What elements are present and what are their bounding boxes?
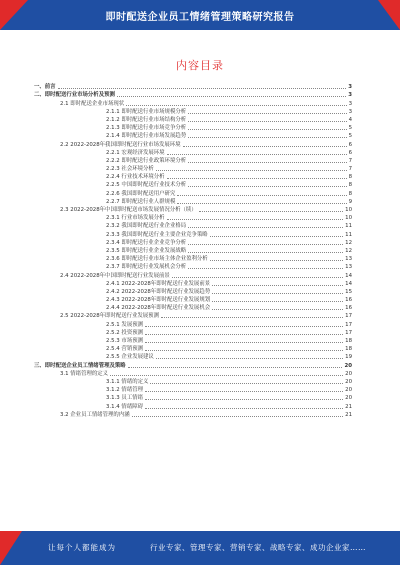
footer-red-corner [0,531,22,565]
toc-dot-leader [188,244,343,245]
toc-entry[interactable] [34,344,352,352]
toc-entry-title: 2.3.7 即时配送行业发展机会分析 [106,264,187,271]
toc-entry-title: 2.3.3 我国即时配送行业主要企业竞争策略 [106,231,208,238]
toc-entry-title: 3.1 情绪管理的定义 [60,370,109,377]
toc-entry-title: 2.2.6 我国即时配送用户研究 [106,190,176,197]
toc-dot-leader [188,186,346,187]
toc-entry-page: 5 [348,125,352,132]
toc-entry[interactable] [34,115,352,123]
toc-entry-page: 17 [345,329,352,336]
toc-entry[interactable] [34,319,352,327]
toc-dot-leader [110,375,343,376]
toc-entry-title: 2.4.1 2022-2028年即时配送行业发展前景 [106,280,211,287]
toc-entry-page: 16 [345,297,352,304]
toc-entry-page: 7 [348,157,352,164]
toc-entry[interactable] [34,295,352,303]
toc-entry-title: 2.1.4 即时配送行业市场发展趋势 [106,133,187,140]
toc-entry[interactable] [34,377,352,385]
toc-entry[interactable] [34,107,352,115]
toc-dot-leader [188,137,346,138]
toc-entry-page: 17 [345,313,352,320]
toc-entry-page: 19 [345,354,352,361]
toc-entry-page: 11 [345,231,352,238]
toc-entry-title: 3.1.4 情绪障碍 [106,403,143,410]
toc-entry[interactable] [34,131,352,139]
toc-entry-page: 13 [345,256,352,263]
toc-dot-leader [145,391,343,392]
toc-dot-leader [188,162,346,163]
toc-dot-leader [145,326,343,327]
toc-entry[interactable] [34,180,352,188]
toc-dot-leader [177,203,346,204]
toc-entry[interactable] [34,270,352,278]
toc-entry-page: 5 [348,133,352,140]
toc-entry[interactable] [34,352,352,360]
toc-dot-leader [145,334,343,335]
footer-slogan-right: 行业专家、管理专家、营销专家、战略专家、成功企业家…… [150,543,366,552]
toc-entry-page: 20 [345,370,352,377]
toc-entry[interactable] [34,336,352,344]
toc-entry-title: 3.1.2 情绪管理 [106,387,143,394]
toc-entry-page: 18 [345,346,352,353]
toc-entry[interactable] [34,410,352,418]
toc-entry-page: 3 [348,84,352,91]
toc-entry-title: 2.5.4 营销预测 [106,346,143,353]
toc-entry[interactable] [34,229,352,237]
toc-entry[interactable] [34,90,352,98]
toc-entry-page: 3 [348,100,352,107]
toc-dot-leader [156,170,347,171]
toc-entry[interactable] [34,156,352,164]
toc-entry-title: 二、即时配送行业市场分析及预测 [34,92,115,99]
toc-entry-title: 2.3.6 即时配送行业市场主体企业盈利分析 [106,256,208,263]
toc-entry-title: 2.3 2022-2028年中国即时配送市场发展情况分析（续） [60,207,197,213]
toc-entry[interactable] [34,401,352,409]
toc-dot-leader [188,227,343,228]
toc-entry[interactable] [34,197,352,205]
header-banner [0,0,400,30]
toc-entry-page: 12 [345,247,352,254]
toc-dot-leader [212,309,343,310]
toc-dot-leader [188,252,343,253]
toc-entry-title: 2.4.4 2022-2028年即时配送行业发展机会 [106,305,211,312]
toc-entry[interactable] [34,393,352,401]
toc-entry-page: 20 [345,378,352,385]
toc-entry[interactable] [34,262,352,270]
toc-entry-page: 18 [345,338,352,344]
toc-entry-title: 2.2.3 社会环境分析 [106,166,154,173]
toc-entry-page: 8 [348,182,352,189]
toc-dot-leader [161,317,343,318]
toc-entry-page: 6 [348,149,352,156]
toc-entry[interactable] [34,188,352,196]
toc-entry-page: 17 [345,321,352,328]
toc-entry-title: 2.3.2 我国即时配送行业企业格局 [106,223,187,230]
toc-entry[interactable] [34,172,352,180]
toc-dot-leader [210,236,343,237]
toc-dot-leader [132,416,344,417]
toc-dot-leader [212,293,343,294]
toc-heading: 内容目录 [176,59,224,72]
toc-entry-page: 3 [348,108,352,115]
toc-entry[interactable] [34,303,352,311]
toc-entry-title: 一、前言 [34,84,56,91]
toc-entry-title: 2.1 即时配送企业市场现状 [60,100,125,107]
toc-entry-page: 16 [345,305,352,312]
toc-entry-page: 21 [345,411,352,418]
toc-entry-title: 2.2.7 即时配送行业人群规模 [106,198,176,205]
toc-entry-page: 15 [345,288,352,295]
toc-entry-page: 11 [345,223,352,230]
toc-entry-page: 7 [348,166,352,173]
toc-entry-title: 2.2 2022-2028年我国即时配送行业市场发展环境 [60,141,181,148]
toc-dot-leader [172,277,343,278]
toc-entry-title: 2.2.2 即时配送行业政策环境分析 [106,157,187,164]
toc-entry-title: 2.4.2 2022-2028年即时配送行业发展趋势 [106,288,211,295]
toc-entry-page: 4 [348,116,352,123]
toc-entry-title: 2.3.5 即时配送行业企业发展战略 [106,247,187,254]
toc-entry[interactable] [34,164,352,172]
toc-dot-leader [199,211,343,212]
toc-entry-page: 20 [344,362,352,369]
toc-entry[interactable] [34,369,352,377]
toc-entry-page: 10 [345,207,352,213]
toc-dot-leader [156,358,343,359]
toc-entry-title: 2.1.1 即时配送行业市场规模分析 [106,108,187,115]
toc-dot-leader [58,88,347,89]
toc-entry-page: 14 [345,280,352,287]
toc-entry-title: 2.5.2 投资预测 [106,329,143,336]
toc-entry-title: 2.2.5 中国即时配送行业技术分析 [106,182,187,189]
toc-entry-page: 10 [345,215,352,222]
toc-entry[interactable] [34,311,352,319]
toc-entry-title: 2.5.3 市场预测 [106,338,143,344]
toc-entry[interactable] [34,148,352,156]
toc-entry-page: 20 [345,387,352,394]
toc-dot-leader [188,268,343,269]
toc-entry-title: 2.5.5 企业发展建议 [106,354,154,361]
toc-dot-leader [188,129,346,130]
toc-entry[interactable] [34,246,352,254]
toc-entry[interactable] [34,254,352,262]
toc-entry-title: 2.5 2022-2028年即时配送行业发展预测 [60,313,159,320]
toc-entry-title: 3.1.1 情绪的定义 [106,378,149,385]
toc-entry-page: 6 [348,141,352,148]
toc-entry-title: 2.3.4 即时配送行业企业竞争分析 [106,239,187,246]
toc-entry[interactable] [34,82,352,90]
toc-dot-leader [128,367,343,368]
toc-entry[interactable] [34,98,352,106]
toc-entry-title: 3.1.3 员工情绪 [106,395,143,402]
toc-entry-title: 2.2.1 宏观经济发展环境 [106,149,165,156]
table-of-contents [34,82,352,418]
toc-entry-title: 2.1.2 即时配送行业市场结构分析 [106,116,187,123]
toc-entry-page: 3 [348,92,352,99]
toc-entry-title: 3.2 企业员工情绪管理的内涵 [60,411,130,418]
toc-entry[interactable] [34,360,352,368]
toc-entry[interactable] [34,213,352,221]
toc-entry-page: 8 [348,174,352,181]
toc-dot-leader [167,219,344,220]
toc-entry[interactable] [34,328,352,336]
toc-entry-title: 2.3.1 行业市场发展分析 [106,215,165,222]
toc-dot-leader [188,121,346,122]
toc-dot-leader [177,195,346,196]
toc-entry-page: 21 [345,403,352,410]
toc-entry-title: 2.4 2022-2028年中国即时配送行业发展前景 [60,272,170,279]
toc-entry[interactable] [34,123,352,131]
toc-entry[interactable] [34,221,352,229]
toc-dot-leader [145,350,343,351]
toc-entry[interactable] [34,287,352,295]
toc-dot-leader [212,301,343,302]
toc-entry[interactable] [34,139,352,147]
toc-entry[interactable] [34,205,352,213]
toc-entry-title: 三、即时配送企业员工情绪管理及策略 [34,362,126,369]
report-title: 即时配送企业员工情绪管理策略研究报告 [105,12,295,23]
toc-entry-page: 14 [345,272,352,279]
footer-slogan-left: 让每个人都能成为 [48,543,116,552]
toc-dot-leader [188,113,346,114]
toc-entry-title: 2.1.3 即时配送行业市场竞争分析 [106,125,187,132]
toc-entry-page: 9 [348,198,352,205]
toc-dot-leader [150,383,343,384]
toc-dot-leader [167,178,347,179]
toc-entry[interactable] [34,238,352,246]
toc-entry-page: 20 [345,395,352,402]
toc-dot-leader [126,105,346,106]
toc-entry-title: 2.4.3 2022-2028年即时配送行业发展规划 [106,297,211,304]
toc-entry-page: 13 [345,264,352,271]
toc-entry-page: 8 [348,190,352,197]
toc-dot-leader [167,154,347,155]
toc-dot-leader [145,408,343,409]
toc-entry[interactable] [34,279,352,287]
toc-dot-leader [145,399,343,400]
toc-dot-leader [117,96,346,97]
toc-entry-title: 2.2.4 行业技术环境分析 [106,174,165,181]
toc-entry-title: 2.5.1 发展预测 [106,321,143,328]
toc-dot-leader [183,146,347,147]
footer-banner [0,531,400,565]
toc-dot-leader [212,285,343,286]
toc-dot-leader [210,260,343,261]
toc-dot-leader [145,342,343,343]
toc-entry-page: 12 [345,239,352,246]
toc-entry[interactable] [34,385,352,393]
